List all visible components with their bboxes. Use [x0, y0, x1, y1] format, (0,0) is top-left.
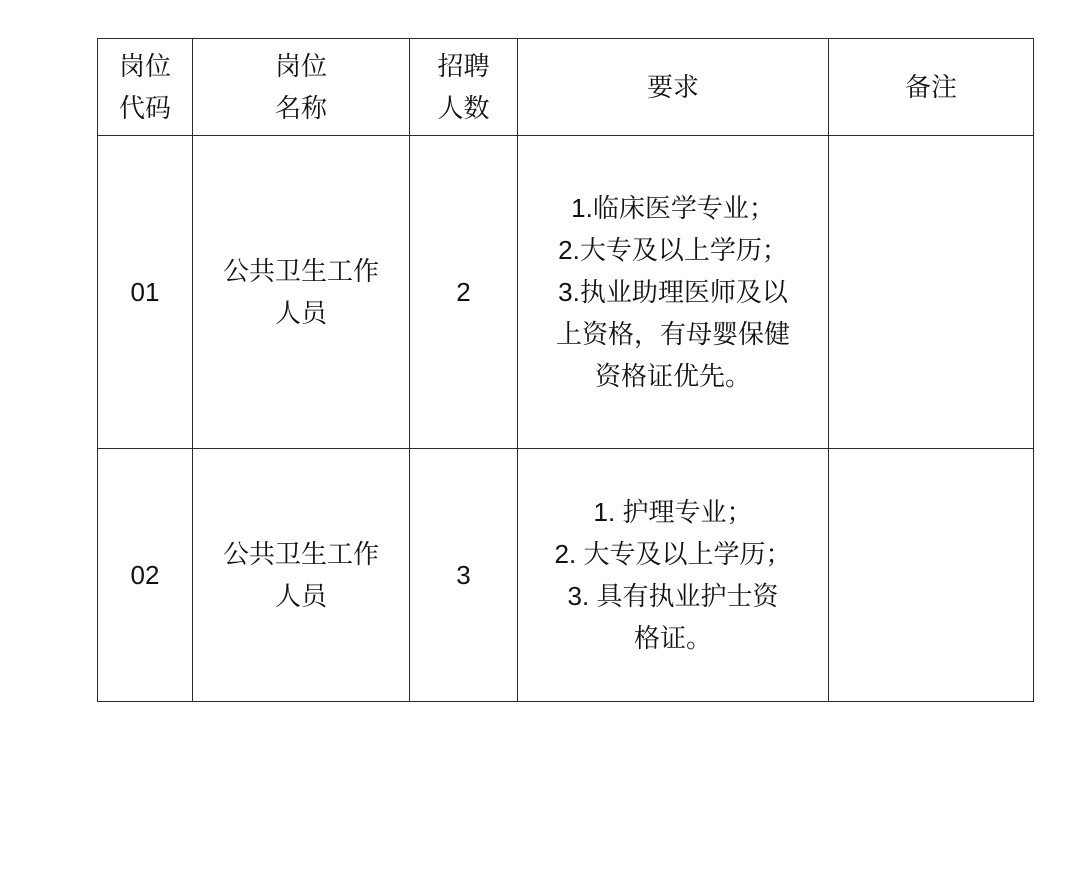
- column-header-job-code: [98, 39, 193, 136]
- column-header-remarks: [829, 39, 1034, 136]
- column-header-requirements: [518, 39, 829, 136]
- cell-line: 人员: [274, 298, 327, 329]
- header-line: 名称: [274, 93, 327, 124]
- header-line: 人数: [437, 93, 490, 124]
- header-line: 招聘: [437, 51, 490, 81]
- requirement-line: 3.执业助理医师及以: [558, 277, 788, 308]
- cell-line: 人员: [274, 581, 327, 612]
- cell-job-name: [193, 136, 410, 449]
- requirement-line: 上资格，有母婴保健: [555, 319, 790, 350]
- header-line: 要求: [646, 72, 699, 103]
- cell-line: 公共卫生工作: [222, 539, 379, 570]
- requirement-line: 资格证优先。: [594, 361, 751, 392]
- table-row: [98, 136, 1034, 449]
- cell-headcount: 3: [410, 449, 518, 702]
- table-header-row: [98, 39, 1034, 136]
- cell-line: 公共卫生工作: [222, 256, 379, 287]
- header-line: 岗位: [274, 51, 327, 81]
- header-line: 岗位: [118, 51, 171, 81]
- recruitment-table: [97, 38, 1034, 702]
- cell-job-code: 01: [98, 136, 193, 449]
- cell-job-code: 02: [98, 449, 193, 702]
- column-header-headcount: [410, 39, 518, 136]
- cell-remarks: [829, 136, 1034, 449]
- header-line: 代码: [118, 93, 171, 124]
- cell-headcount: 2: [410, 136, 518, 449]
- table-row: [98, 449, 1034, 702]
- requirement-line: 2.大专及以上学历；: [558, 235, 788, 266]
- cell-job-name: [193, 449, 410, 702]
- recruitment-table-wrapper: [97, 38, 1033, 702]
- cell-remarks: [829, 449, 1034, 702]
- cell-requirements: [518, 449, 829, 702]
- requirement-line: 格证。: [633, 623, 712, 654]
- requirement-line: 1.临床医学专业；: [571, 192, 775, 223]
- requirement-line: 2. 大专及以上学历；: [554, 539, 792, 570]
- cell-requirements: [518, 136, 829, 449]
- requirement-line: 3. 具有执业护士资: [567, 581, 779, 612]
- header-line: 备注: [904, 72, 957, 103]
- requirement-line: 1. 护理专业；: [593, 497, 753, 527]
- column-header-job-name: [193, 39, 410, 136]
